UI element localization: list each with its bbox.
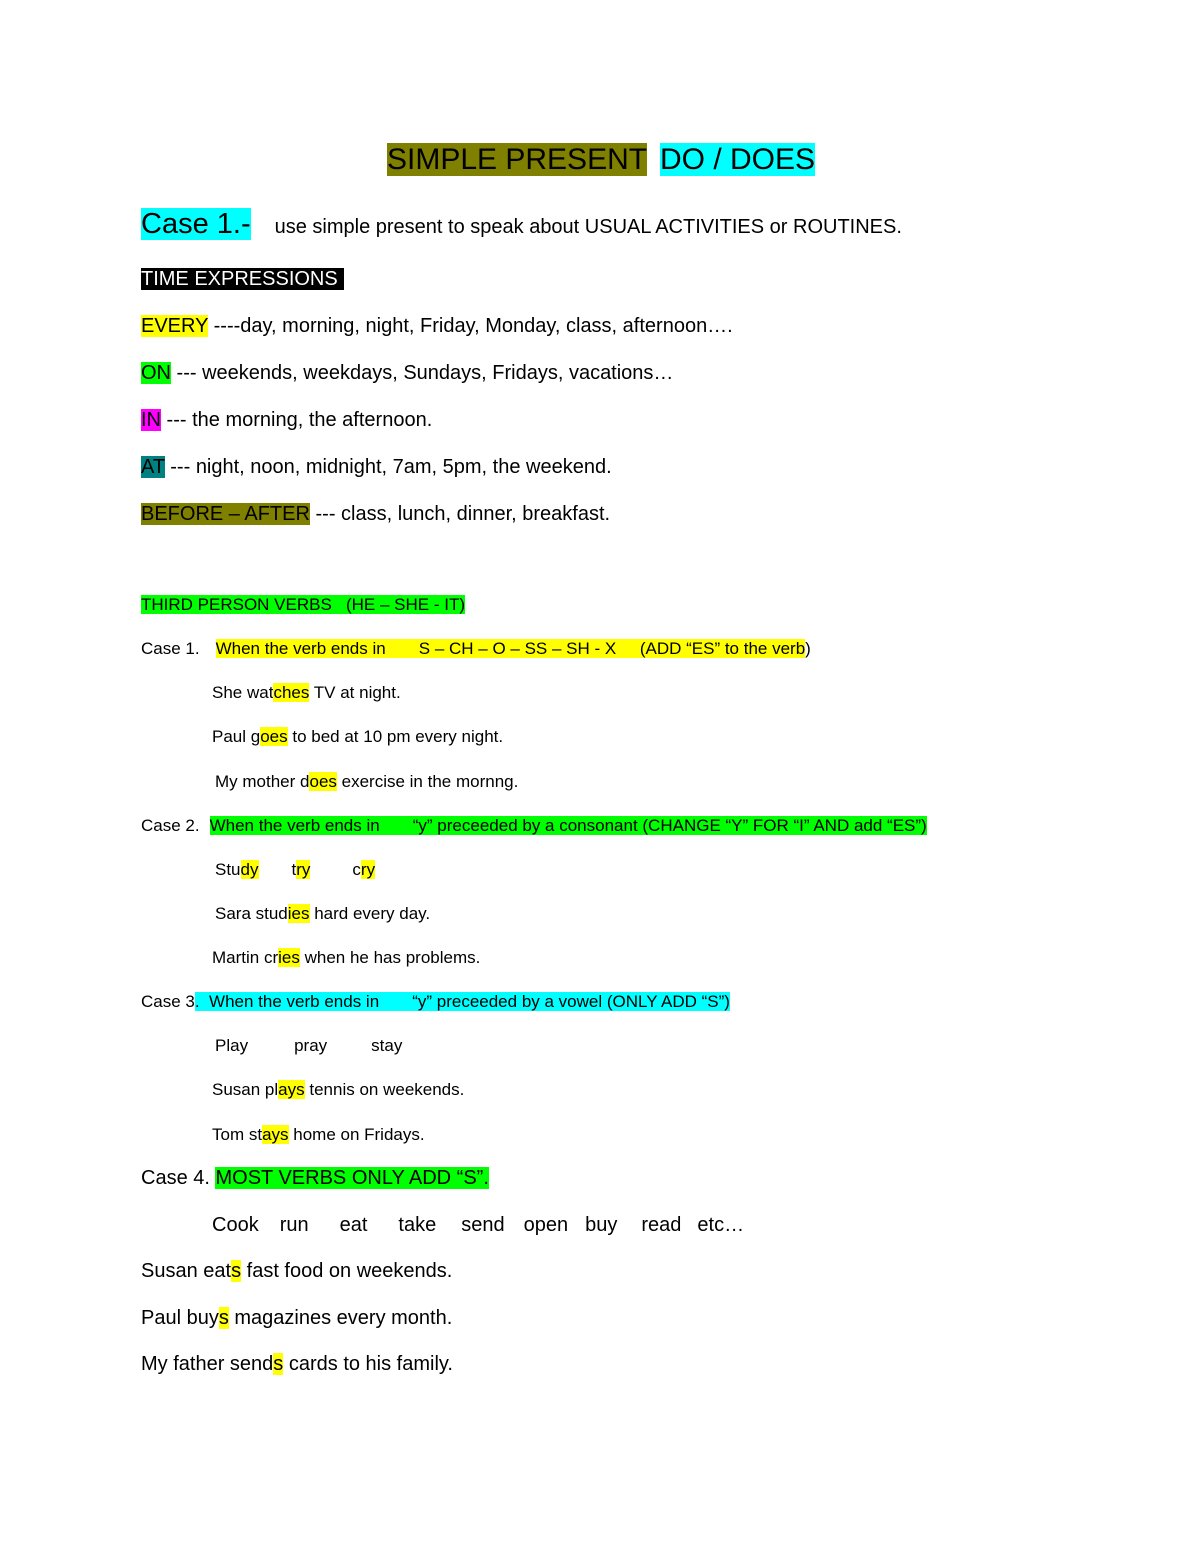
third-person-heading: THIRD PERSON VERBS (HE – SHE - IT) [141,595,465,614]
case-es-example-2: Paul goes to bed at 10 pm every night. [212,727,504,746]
case1-intro [141,208,902,241]
case-es-example-1: She watches TV at night. [212,683,401,702]
case-ies-rule-text: When the verb ends in “y” preceeded by a consonant (CHANGE “Y” FOR “I” AND add “ES”) [209,816,927,835]
case-s-vowel-rule [141,992,730,1012]
time-on: ON --- weekends, weekdays, Sundays, Fridays, vacations… [141,362,674,384]
time-in: IN --- the morning, the afternoon. [141,409,433,431]
case-s-vowel-example-2: Tom stays home on Fridays. [212,1125,425,1144]
time-at: AT --- night, noon, midnight, 7am, 5pm, the weekend. [141,456,612,478]
case1-text: use simple present to speak about USUAL ACTIVITIES or ROUTINES. [274,216,902,238]
case-s-vowel-example-1: Susan plays tennis on weekends. [212,1080,465,1099]
title-simple-present: SIMPLE PRESENT [387,143,648,176]
case-s-rule-text: MOST VERBS ONLY ADD “S”. [215,1167,489,1189]
case-s-label: Case 4. [141,1167,216,1189]
case-s-rule [141,1167,489,1190]
page-title-do-does [660,143,815,178]
title-do-does: DO / DOES [660,143,816,176]
case-es-label: Case 1. [141,639,200,658]
case-es-example-3: My mother does exercise in the mornng. [215,772,519,791]
case-es-rule: Case 1. When the verb ends in S – CH – O – SS – SH - X (ADD “ES” to the verb) [141,639,811,658]
time-every: EVERY ----day, morning, night, Friday, Monday, class, afternoon…. [141,315,733,337]
case-s-vowel-rule-text: . When the verb ends in “y” preceeded by a vowel (ONLY ADD “S”) [194,992,730,1011]
case-ies-rule [141,816,927,836]
case-ies-example-1: Sara studies hard every day. [215,904,431,923]
case-ies-label: Case 2. [141,816,200,835]
case-s-words: Cook run eat take send open buy read etc… [212,1214,745,1236]
time-before-after: BEFORE – AFTER --- class, lunch, dinner, breakfast. [141,503,611,525]
case-s-example-1: Susan eats fast food on weekends. [141,1260,453,1282]
page-title [387,143,647,178]
case-ies-words: Study try cry [215,860,376,879]
time-expressions-heading: TIME EXPRESSIONS [141,268,344,291]
case-s-example-3: My father sends cards to his family. [141,1353,453,1375]
case-s-vowel-words: Play pray stay [215,1036,403,1055]
case-s-example-2: Paul buys magazines every month. [141,1307,453,1329]
case1-label: Case 1.- [141,208,251,240]
case-ies-example-2: Martin cries when he has problems. [212,948,481,967]
case-es-rule-text: When the verb ends in S – CH – O – SS – SH - X (ADD “ES” to the verb [215,639,806,658]
case-s-vowel-label: Case 3 [141,992,195,1011]
